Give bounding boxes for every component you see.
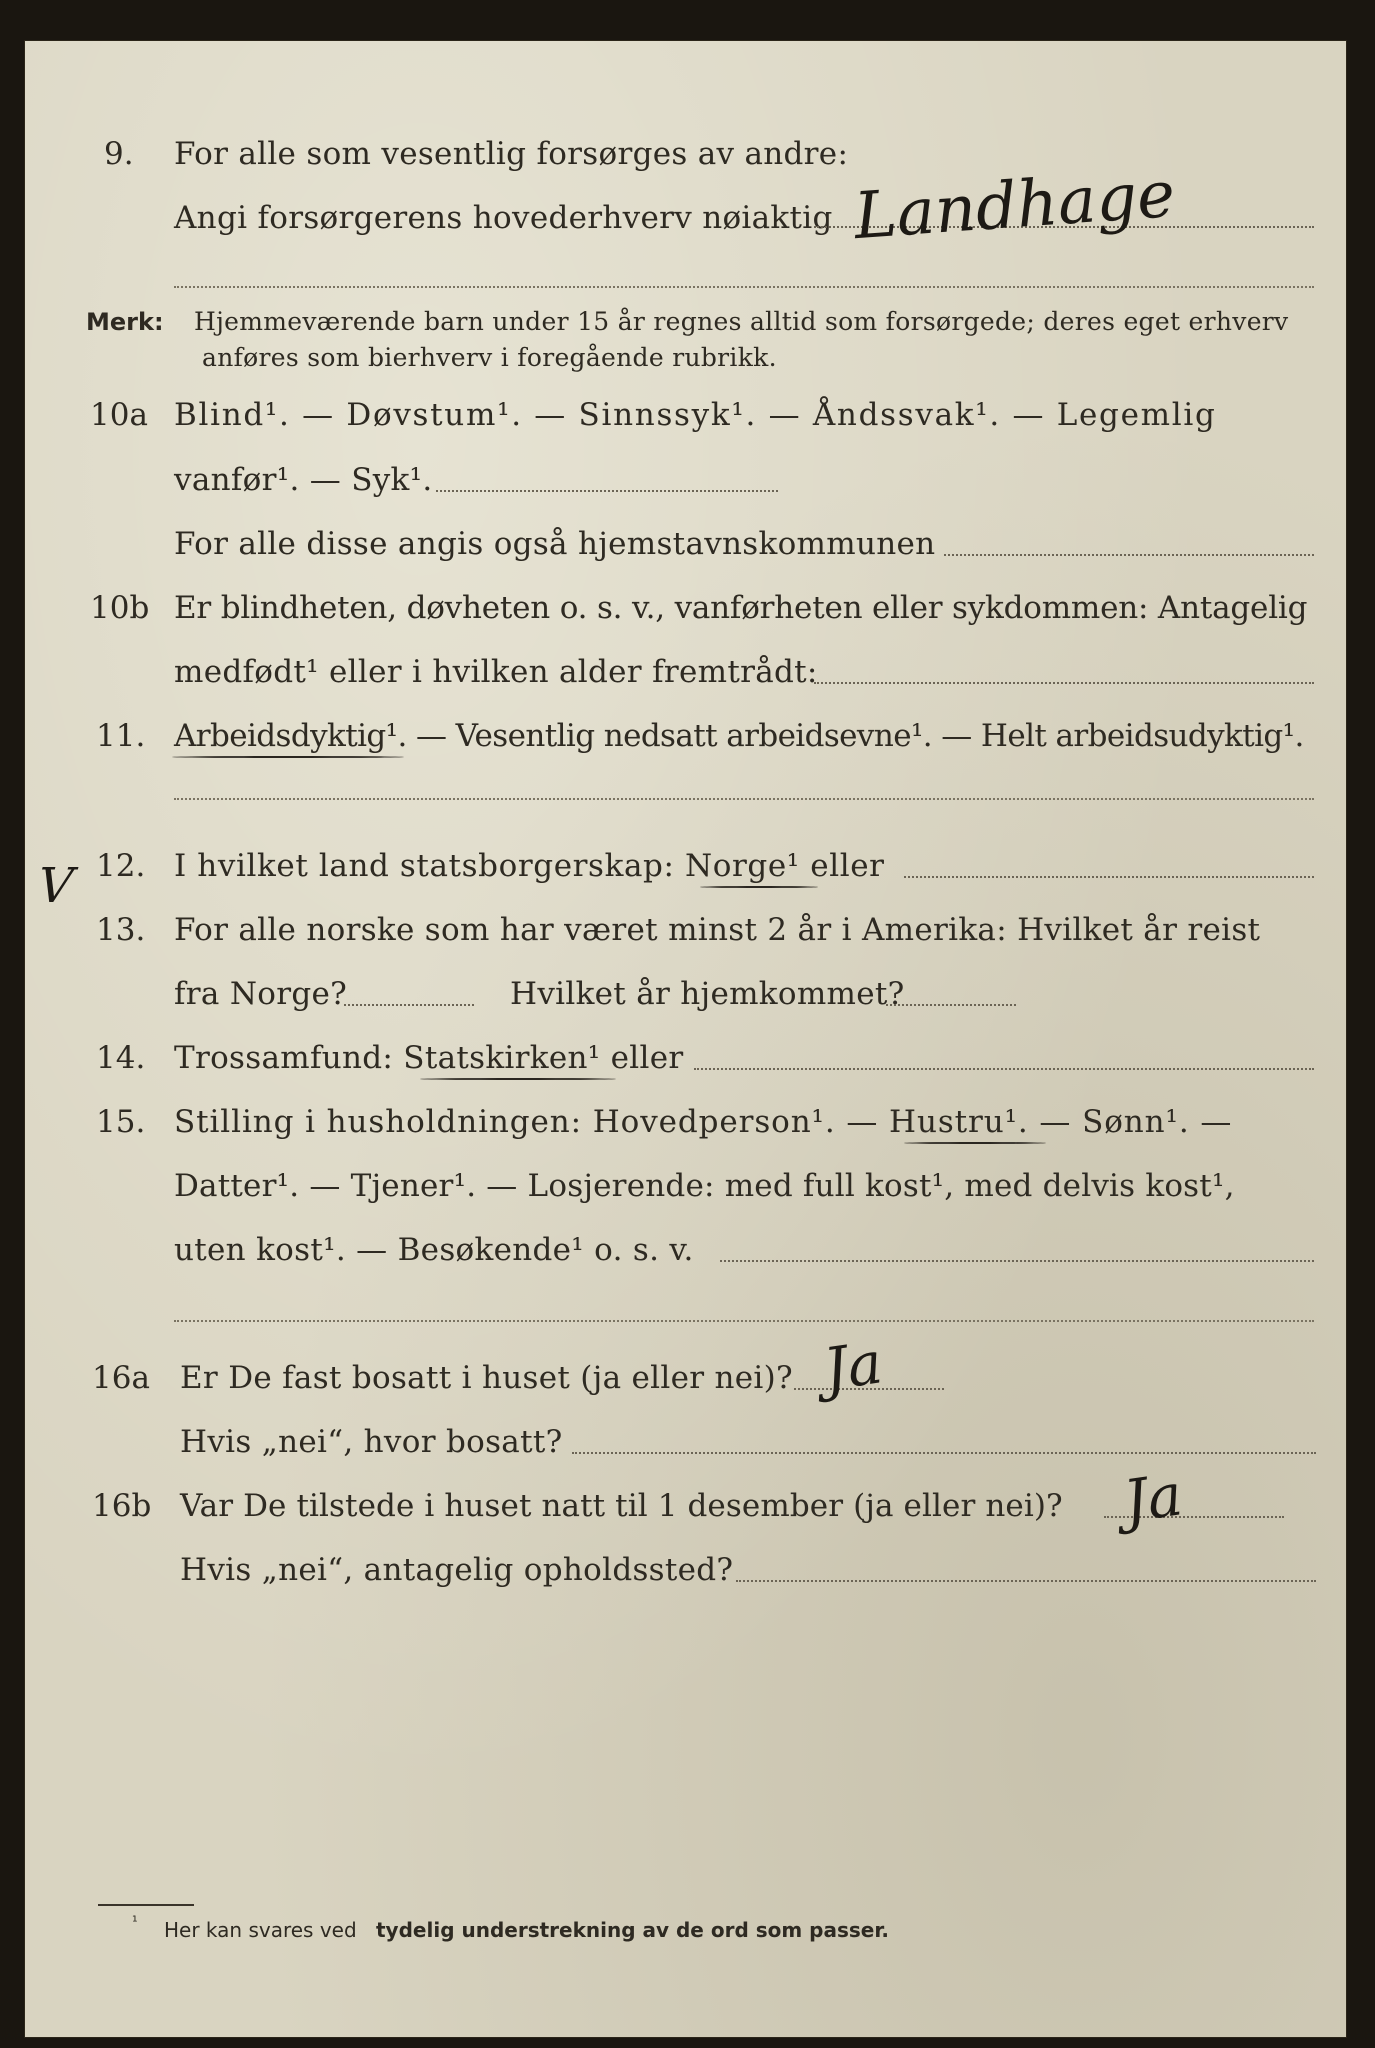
q15-number: 15. <box>96 1104 146 1140</box>
q16a-line1: Er De fast bosatt i huset (ja eller nei)? <box>180 1360 793 1396</box>
q14-line1: Trossamfund: Statskirken¹ eller <box>174 1040 684 1076</box>
q16b-line2: Hvis „nei“, antagelig opholdssted? <box>180 1552 734 1588</box>
q16a-handwritten-answer: Ja <box>819 1328 887 1404</box>
q9-line1: For alle som vesentlig forsørges av andre: <box>174 136 849 172</box>
q10a-line1: Blind¹. — Døvstum¹. — Sinnssyk¹. — Åndssvak¹. — Legemlig <box>174 397 1217 433</box>
q15-line1: Stilling i husholdningen: Hovedperson¹. — Hustru¹. — Sønn¹. — <box>174 1104 1233 1140</box>
q16a-line2: Hvis „nei“, hvor bosatt? <box>180 1424 563 1460</box>
q16b-line1: Var De tilstede i huset natt til 1 desember (ja eller nei)? <box>180 1488 1063 1524</box>
q9-line2: Angi forsørgerens hovederhverv nøiaktig <box>174 200 833 236</box>
q16b-opholdssted-line <box>736 1580 1316 1582</box>
q11-line1: Arbeidsdyktig¹. — Vesentlig nedsatt arbeidsevne¹. — Helt arbeidsudyktig¹. <box>174 718 1304 754</box>
q13-hjemkommet-line <box>886 1004 1016 1006</box>
q10b-line2: medfødt¹ eller i hvilken alder fremtrådt: <box>174 654 818 690</box>
q9-extra-line <box>174 286 1314 288</box>
q12-line1: I hvilket land statsborgerskap: Norge¹ eller <box>174 848 885 884</box>
q10b-line1: Er blindheten, døvheten o. s. v., vanførheten eller sykdommen: Antagelig <box>174 590 1308 626</box>
q15-underline-hustru <box>904 1142 1046 1144</box>
q11-number: 11. <box>96 718 146 754</box>
q13-line2b: Hvilket år hjemkommet? <box>510 976 905 1012</box>
q10a-number: 10a <box>90 397 148 433</box>
merk-label: Merk: <box>86 308 164 336</box>
q13-line2a: fra Norge? <box>174 976 348 1012</box>
q12-check-mark: V <box>30 858 81 914</box>
q12-underline-norge <box>700 886 818 888</box>
q12-answer-line <box>904 876 1314 878</box>
q14-answer-line <box>694 1068 1314 1070</box>
q15-extra-line <box>174 1320 1314 1322</box>
q15-line2: Datter¹. — Tjener¹. — Losjerende: med full kost¹, med delvis kost¹, <box>174 1168 1235 1204</box>
q15-line3: uten kost¹. — Besøkende¹ o. s. v. <box>174 1232 694 1268</box>
q13-reist-line <box>344 1004 474 1006</box>
footnote-bold-text <box>376 1918 889 1942</box>
merk-line1: Hjemmeværende barn under 15 år regnes alltid som forsørgede; deres eget erhverv <box>194 307 1289 336</box>
q16b-handwritten-answer: Ja <box>1119 1460 1187 1536</box>
q16b-number: 16b <box>92 1488 152 1524</box>
footnote-rule <box>98 1904 194 1906</box>
q10b-answer-line <box>814 682 1314 684</box>
q9-number: 9. <box>104 136 134 172</box>
footnote-mark: ¹ <box>132 1914 138 1930</box>
q10a-syk-line <box>436 490 778 492</box>
merk-line2: anføres som bierhverv i foregående rubrikk. <box>202 343 777 372</box>
footnote-bold-words: tydelig understrekning av de ord som passer. <box>376 1918 889 1942</box>
q12-number: 12. <box>96 848 146 884</box>
q10a-kommune-line <box>944 554 1314 556</box>
q11-answer-line <box>174 798 1314 800</box>
q10a-line3: For alle disse angis også hjemstavnskommunen <box>174 526 936 562</box>
q16a-number: 16a <box>92 1360 150 1396</box>
q15-answer-line <box>720 1260 1314 1262</box>
q14-underline-statskirken <box>420 1078 616 1080</box>
q13-line1: For alle norske som har været minst 2 år i Amerika: Hvilket år reist <box>174 912 1261 948</box>
q16a-bosatt-line <box>572 1452 1316 1454</box>
q13-number: 13. <box>96 912 146 948</box>
q11-underline-arbeidsdyktig <box>172 756 404 758</box>
q10b-number: 10b <box>90 590 150 626</box>
q10a-line2: vanfør¹. — Syk¹. <box>174 462 433 498</box>
footnote-plain-text: Her kan svares ved <box>164 1918 357 1942</box>
census-form-page <box>24 40 1347 2038</box>
q9-handwritten-answer: Landhage <box>851 157 1178 255</box>
q14-number: 14. <box>96 1040 146 1076</box>
